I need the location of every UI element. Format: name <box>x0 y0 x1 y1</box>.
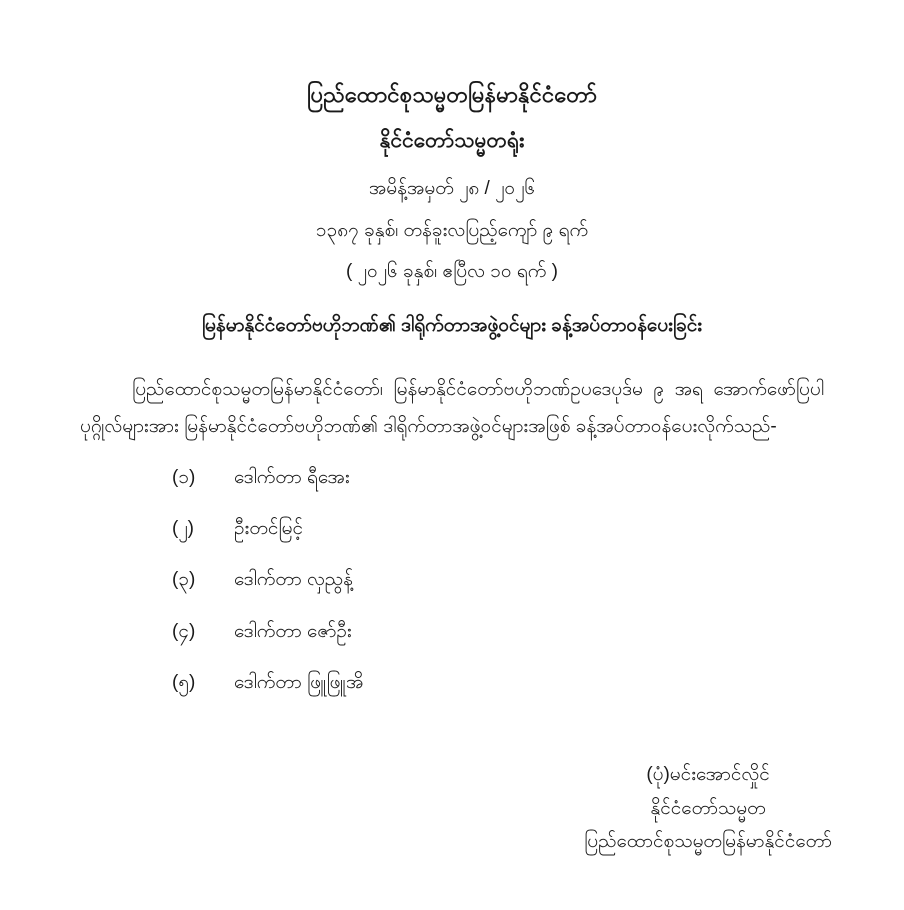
order-number-line: အမိန့်အမှတ် ၂၈ / ၂၀၂၆ <box>368 177 536 199</box>
appointee-name: ဦးတင်မြင့် <box>234 517 303 539</box>
signatory-title: နိုင်ငံတော်သမ္မတ <box>650 797 766 819</box>
appointee-name: ဒေါက်တာ ရီအေး <box>234 466 350 488</box>
body-text: ပြည်ထောင်စုသမ္မတမြန်မာနိုင်ငံတော်၊ မြန်မာနိုင်ငံတော်ဗဟိုဘဏ်ဥပဒေပုဒ်မ ၉ အရ အောက်ဖော်ပြပါပုဂ္ဂိုလ်များအား မြန်မာနိုင်ငံတော်ဗဟိုဘဏ်၏ ဒါရိုက်တာအဖွဲ့ဝင်များအဖြစ် ခန့်အပ်တာဝန်ပေးလိုက်သည်- <box>80 378 824 437</box>
issuing-office-line: နိုင်ငံတော်သမ္မတရုံး <box>379 129 525 152</box>
appointee-index: (၄) <box>172 620 196 642</box>
appointee-name: ဒေါက်တာ ဖြူဖြူအိ <box>234 672 364 694</box>
list-item <box>72 463 832 493</box>
appointee-index: (၅) <box>172 672 196 694</box>
list-item <box>72 668 832 698</box>
document-body-paragraph <box>80 371 824 445</box>
list-item <box>72 617 832 647</box>
signature-block <box>584 758 832 858</box>
appointee-index: (၁) <box>172 466 196 488</box>
appointee-name: ဒေါက်တာ လှညွန့် <box>234 569 353 591</box>
appointee-list <box>72 463 832 699</box>
signatory-name: (ပုံ)မင်းအောင်လှိုင် <box>646 764 770 786</box>
date-myanmar-line: ၁၃၈၇ ခုနှစ်၊ တန်ခူးလပြည့်ကျော် ၉ ရက် <box>315 220 589 241</box>
appointee-index: (၂) <box>172 517 194 539</box>
document-subject: မြန်မာနိုင်ငံတော်ဗဟိုဘဏ်၏ ဒါရိုက်တာအဖွဲ့ဝင်များ ခန့်အပ်တာဝန်ပေးခြင်း <box>201 315 703 336</box>
country-name-line: ပြည်ထောင်စုသမ္မတမြန်မာနိုင်ငံတော် <box>306 82 598 107</box>
signatory-state: ပြည်ထောင်စုသမ္မတမြန်မာနိုင်ငံတော် <box>584 830 832 852</box>
date-gregorian-line: ( ၂၀၂၆ ခုနှစ်၊ ဧပြီလ ၁၀ ရက် ) <box>346 260 558 282</box>
appointee-name: ဒေါက်တာ ဇော်ဦး <box>234 620 352 642</box>
appointee-index: (၃) <box>172 569 196 591</box>
list-item <box>72 514 832 544</box>
document-header <box>72 78 832 286</box>
list-item <box>72 565 832 595</box>
